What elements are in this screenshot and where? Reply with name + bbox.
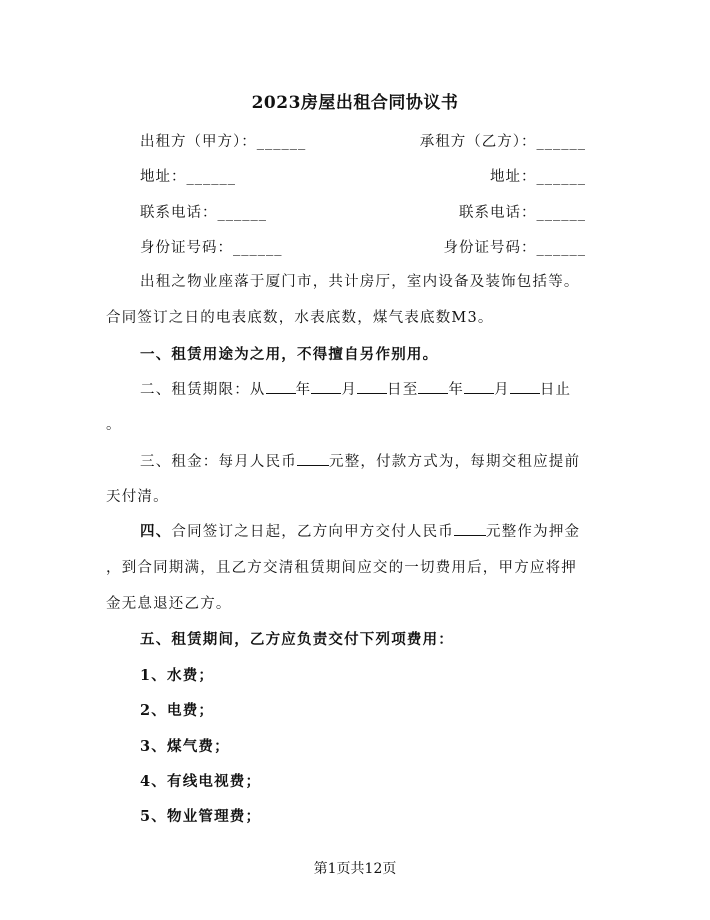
lessor-phone-field: 联系电话：______	[140, 205, 267, 221]
fee-item-property-management: 5、物业管理费；	[140, 808, 262, 825]
fee-item-electric: 2、电费；	[140, 702, 215, 719]
lessee-address-field: 地址：______	[490, 169, 586, 185]
page-number: 第1页共12页	[313, 861, 397, 877]
meter-readings-text: 合同签订之日的电表底数，水表底数，煤气表底数M3。	[106, 310, 494, 326]
lessee-phone-field: 联系电话：______	[459, 205, 586, 221]
party-row-address	[140, 165, 586, 186]
clause-4-line2: ，到合同期满，且乙方交清租赁期间应交的一切费用后，甲方应将押	[106, 560, 577, 576]
clause-3-rent: 三、租金：每月人民币 元整，付款方式为，每期交租应提前	[140, 450, 580, 471]
lessee-id-field: 身份证号码：______	[443, 240, 586, 256]
party-row-phone	[140, 201, 586, 222]
lessee-field: 承租方（乙方）：______	[419, 134, 586, 150]
property-location-text: 出租之物业座落于厦门市，共计房厅，室内设备及装饰包括等。	[140, 274, 580, 290]
lessor-address-field: 地址：______	[140, 169, 236, 185]
document-title: 2023房屋出租合同协议书	[251, 93, 459, 113]
lessor-field: 出租方（甲方）：______	[140, 134, 307, 150]
clause-5-fees: 五、租赁期间，乙方应负责交付下列项费用：	[140, 631, 454, 648]
clause-3-tail: 天付清。	[106, 489, 169, 505]
clause-4-line3: 金无息退还乙方。	[106, 596, 232, 612]
clause-1-usage: 一、租赁用途为之用，不得擅自另作别用。	[140, 346, 439, 363]
fee-item-water: 1、水费；	[140, 667, 215, 684]
clause-4-deposit: 四、合同签订之日起，乙方向甲方交付人民币 元整作为押金	[140, 523, 581, 540]
fee-item-gas: 3、煤气费；	[140, 738, 230, 755]
party-row-id	[140, 236, 586, 257]
lessor-id-field: 身份证号码：______	[140, 240, 283, 256]
fee-item-cable-tv: 4、有线电视费；	[140, 773, 262, 790]
party-row-names	[140, 130, 586, 151]
clause-2-term: 二、租赁期限：从 年 月 日至 年 月 日止	[140, 378, 571, 399]
clause-2-tail: 。	[106, 417, 122, 433]
